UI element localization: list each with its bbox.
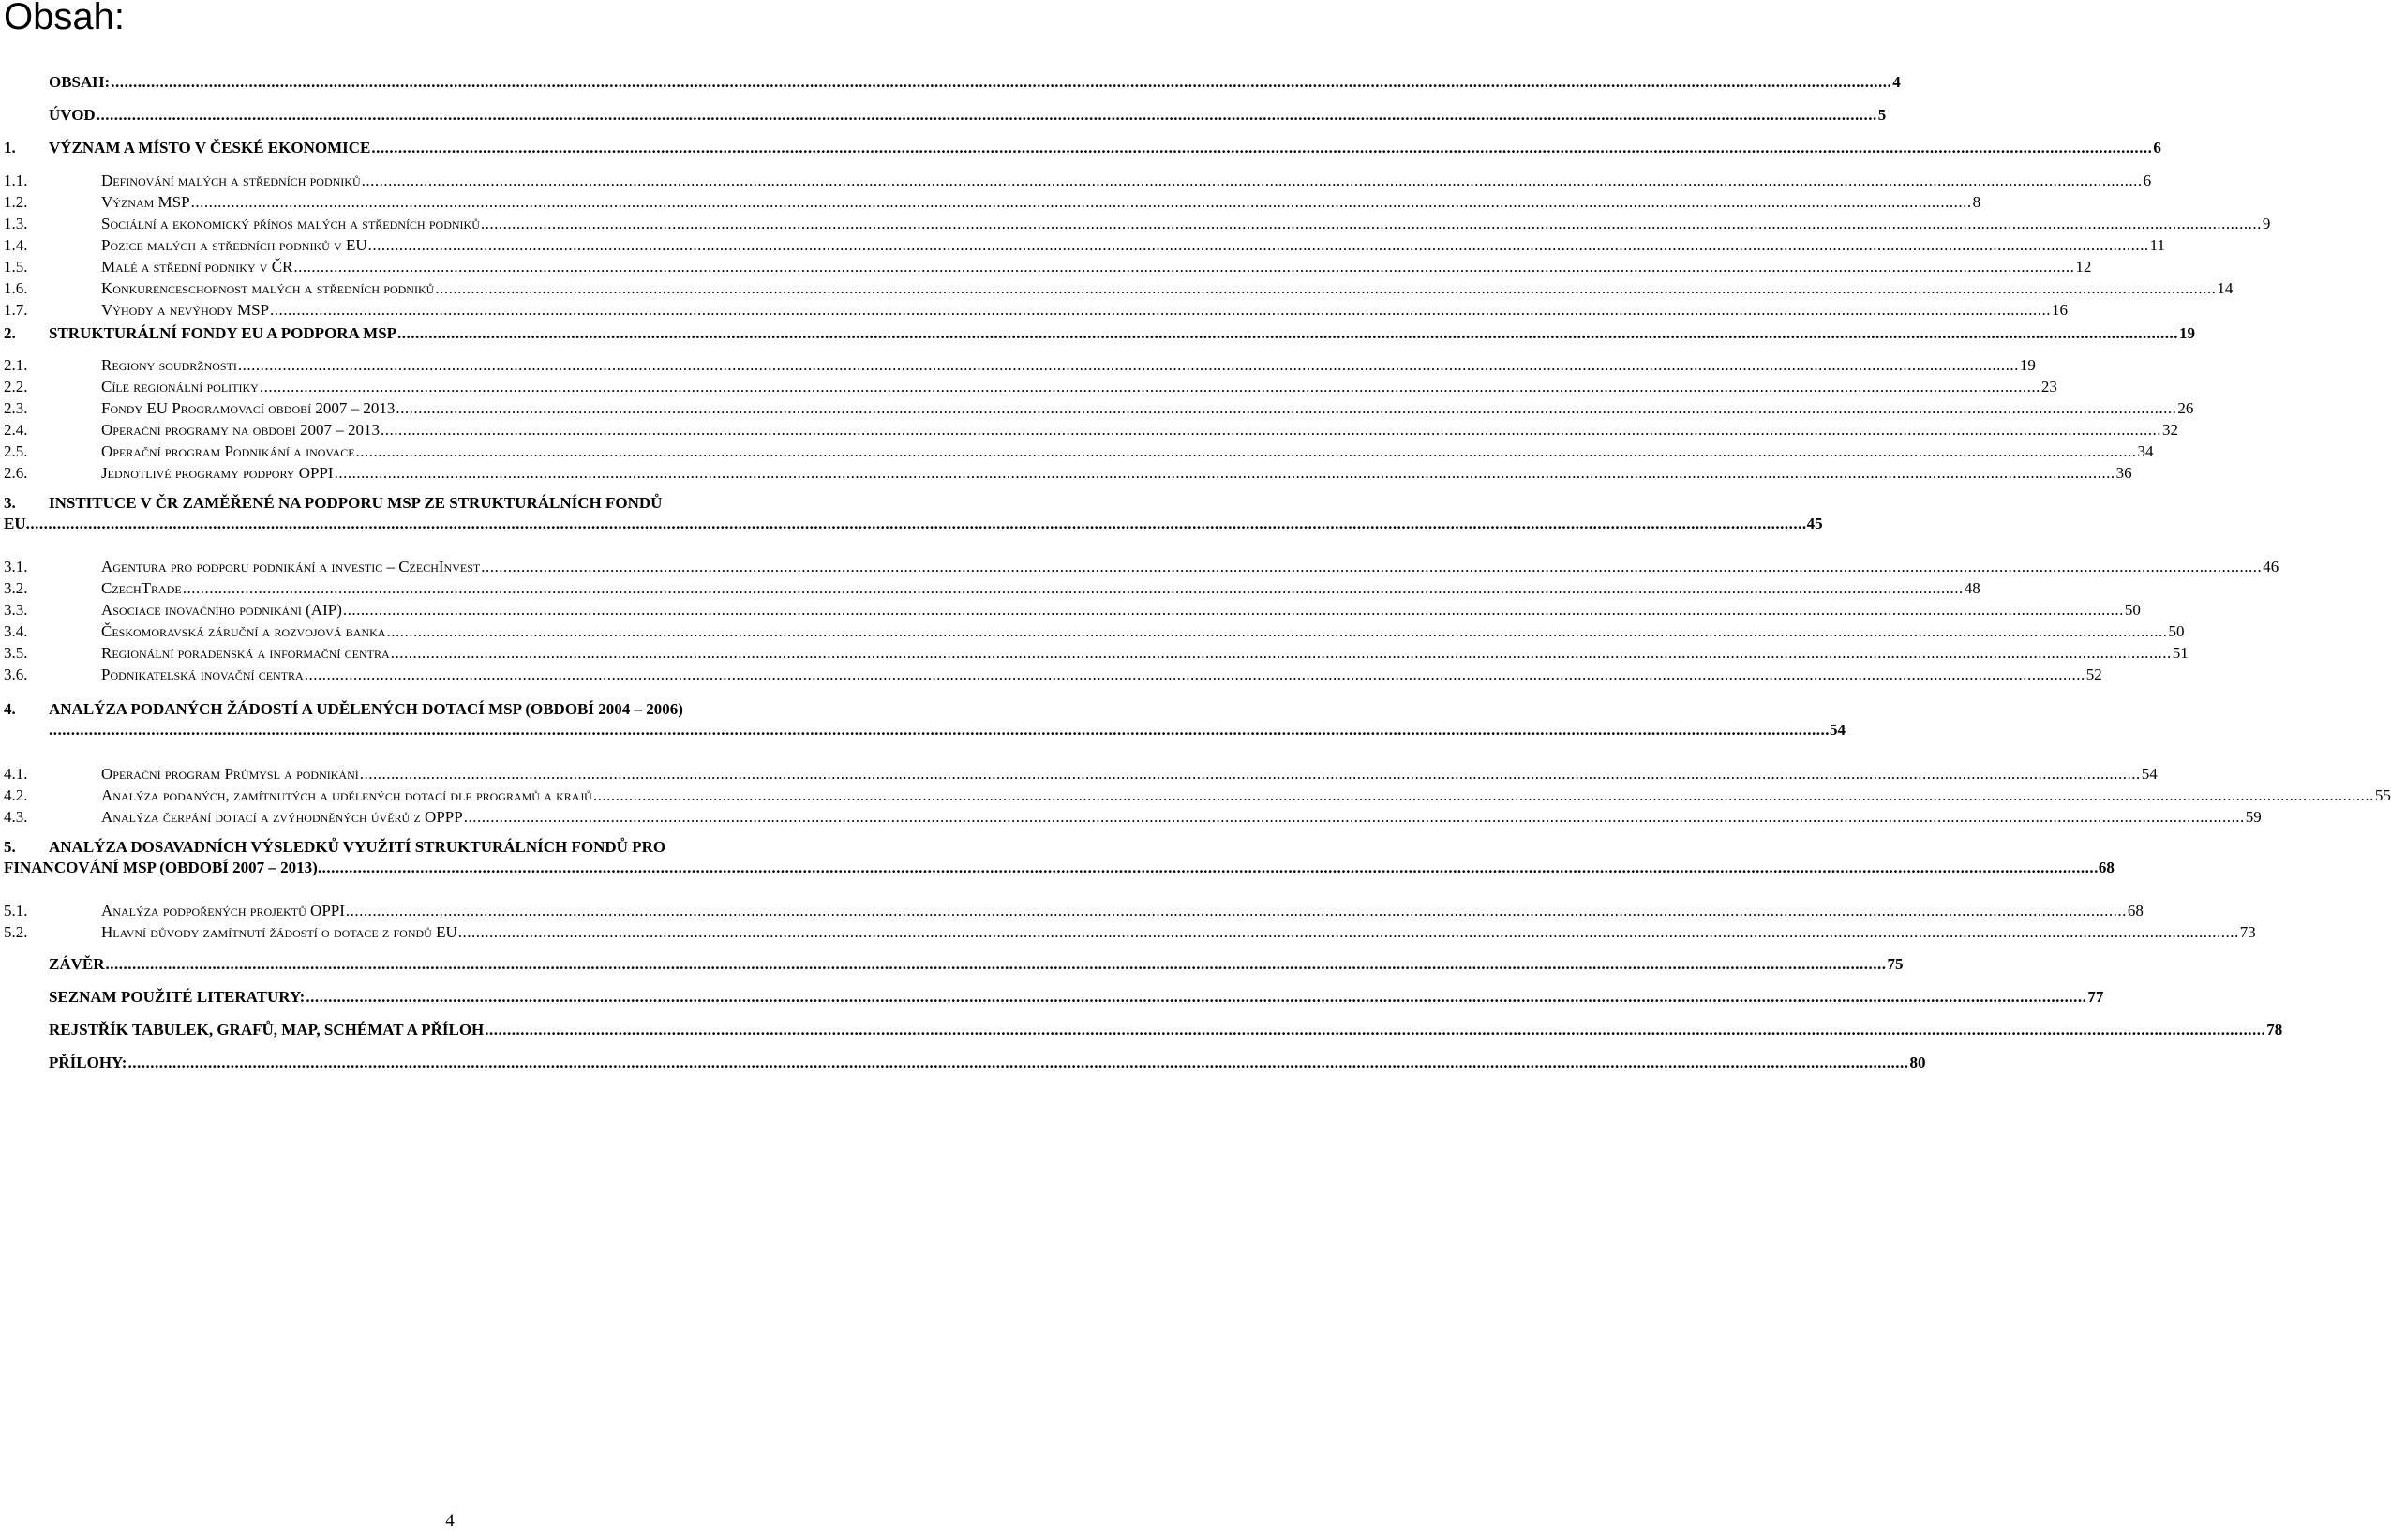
toc-entry-number: 1.6. xyxy=(4,279,28,297)
toc-dot-leader: ................................................................................................................................................................................................................................................................................................................................................................................................................ xyxy=(457,923,2239,941)
page-number: 4 xyxy=(445,1511,455,1531)
toc-entry-continuation xyxy=(4,858,2115,878)
toc-entry-page: 59 xyxy=(2245,808,2262,826)
toc-dot-leader: ................................................................................................................................................................................................................................................................................................................................................................................................................ xyxy=(25,515,1807,532)
toc-dot-leader: ................................................................................................................................................................................................................................................................................................................................................................................................................ xyxy=(355,442,2137,460)
toc-entry-page: 75 xyxy=(1887,955,1904,973)
toc-entry-number: 5. xyxy=(4,838,16,856)
toc-dot-leader: ................................................................................................................................................................................................................................................................................................................................................................................................................ xyxy=(334,464,2115,482)
toc-entry[interactable] xyxy=(4,319,2196,343)
toc-entry-page: 19 xyxy=(2019,356,2036,374)
toc-entry-page: 9 xyxy=(2262,215,2271,232)
toc-entry-page: 5 xyxy=(1877,106,1887,124)
toc-entry[interactable] xyxy=(4,660,2102,684)
toc-entry-page: 19 xyxy=(2179,324,2196,342)
toc-entry-title: OBSAH: xyxy=(49,73,111,91)
toc-entry-page: 54 xyxy=(1830,721,1846,739)
toc-entry-number: 4.3. xyxy=(4,808,28,826)
toc-entry-number: 1.5. xyxy=(4,258,28,276)
toc-entry-number: 1.3. xyxy=(4,215,28,232)
toc-entry-number: 3.5. xyxy=(4,644,28,662)
toc-entry-title: Malé a střední podniky v ČR xyxy=(101,258,293,276)
toc-entry-title: Operační programy na období 2007 – 2013 xyxy=(101,421,380,439)
toc-entry-number: 3.6. xyxy=(4,665,28,683)
toc-entry-page: 34 xyxy=(2137,442,2154,460)
toc-entry-continuation xyxy=(4,514,1823,534)
toc-entry-title: REJSTŘÍK TABULEK, GRAFŮ, MAP, SCHÉMAT A PŘÍLOH xyxy=(49,1021,485,1039)
toc-entry-page: 6 xyxy=(2143,172,2152,189)
toc-entry-number: 1.4. xyxy=(4,236,28,254)
toc-entry-number: 4. xyxy=(4,700,16,718)
toc-entry-page: 68 xyxy=(2127,902,2144,920)
toc-entry-number: 3.3. xyxy=(4,601,28,619)
toc-entry-number: 1.1. xyxy=(4,172,28,189)
toc-dot-leader: ................................................................................................................................................................................................................................................................................................................................................................................................................ xyxy=(127,1054,1909,1071)
toc-entry-continuation xyxy=(4,720,1846,740)
toc-entry-number: 1. xyxy=(4,139,16,157)
toc-entry[interactable] xyxy=(4,295,2069,320)
toc-entry-title: Sociální a ekonomický přínos malých a středních podniků xyxy=(101,215,480,232)
toc-entry-number: 4.1. xyxy=(4,765,28,783)
toc-dot-leader: ................................................................................................................................................................................................................................................................................................................................................................................................................ xyxy=(105,955,1887,973)
toc-entry[interactable] xyxy=(4,100,1887,125)
toc-entry-page: 48 xyxy=(1964,579,1980,597)
toc-dot-leader: ................................................................................................................................................................................................................................................................................................................................................................................................................ xyxy=(463,808,2245,826)
toc-entry-title-cont: FINANCOVÁNÍ MSP (OBDOBÍ 2007 – 2013) xyxy=(4,859,318,876)
toc-dot-leader: ................................................................................................................................................................................................................................................................................................................................................................................................................ xyxy=(397,324,2179,342)
toc-entry-title: Agentura pro podporu podnikání a investic – CzechInvest xyxy=(101,558,481,576)
toc-entry-number: 2.5. xyxy=(4,442,28,460)
toc-entry-page: 46 xyxy=(2263,558,2279,576)
toc-dot-leader: ................................................................................................................................................................................................................................................................................................................................................................................................................ xyxy=(237,356,2019,374)
toc-entry[interactable] xyxy=(4,458,2132,483)
toc-entry-number: 3. xyxy=(4,494,16,512)
toc-entry-number: 2.4. xyxy=(4,421,28,439)
toc-entry[interactable] xyxy=(4,493,1823,534)
toc-entry-title: ÚVOD xyxy=(49,106,96,124)
toc-dot-leader: ................................................................................................................................................................................................................................................................................................................................................................................................................ xyxy=(480,215,2262,232)
toc-entry[interactable] xyxy=(4,1015,2283,1039)
toc-entry[interactable] xyxy=(4,699,1846,740)
toc-entry-page: 52 xyxy=(2085,665,2102,683)
page-heading: Obsah: xyxy=(4,0,125,37)
toc-entry-title: Analýza podpořených projektů OPPI xyxy=(101,902,345,920)
toc-entry-number: 1.2. xyxy=(4,193,28,211)
toc-entry[interactable] xyxy=(4,982,2104,1007)
toc-entry-number: 2.1. xyxy=(4,356,28,374)
toc-entry-page: 51 xyxy=(2172,644,2189,662)
toc-entry-page: 26 xyxy=(2177,399,2194,417)
toc-entry[interactable] xyxy=(4,837,2115,878)
toc-entry-title: Konkurenceschopnost malých a středních podniků xyxy=(101,279,435,297)
toc-entry[interactable] xyxy=(4,949,1904,974)
toc-entry-page: 6 xyxy=(2153,139,2161,157)
toc-dot-leader: ................................................................................................................................................................................................................................................................................................................................................................................................................ xyxy=(190,193,1972,211)
toc-entry[interactable] xyxy=(4,1048,1926,1072)
toc-dot-leader: ................................................................................................................................................................................................................................................................................................................................................................................................................ xyxy=(304,665,2085,683)
toc-entry-page: 36 xyxy=(2115,464,2132,482)
toc-entry-number: 4.2. xyxy=(4,786,28,804)
toc-dot-leader: ................................................................................................................................................................................................................................................................................................................................................................................................................ xyxy=(481,558,2263,576)
toc-entry-page: 16 xyxy=(2052,301,2069,319)
toc-entry-number: 2.6. xyxy=(4,464,28,482)
toc-entry-page: 12 xyxy=(2075,258,2092,276)
toc-dot-leader: ................................................................................................................................................................................................................................................................................................................................................................................................................ xyxy=(359,765,2141,783)
toc-entry-title: STRUKTURÁLNÍ FONDY EU A PODPORA MSP xyxy=(49,324,397,342)
toc-entry-title-cont: EU xyxy=(4,515,26,532)
toc-entry-title: ANALÝZA DOSAVADNÍCH VÝSLEDKŮ VYUŽITÍ STRUKTURÁLNÍCH FONDŮ PRO xyxy=(49,838,666,856)
toc-entry-title-line xyxy=(4,837,870,858)
toc-dot-leader: ................................................................................................................................................................................................................................................................................................................................................................................................................ xyxy=(361,172,2143,189)
toc-entry-page: 14 xyxy=(2217,279,2234,297)
toc-entry-page: 78 xyxy=(2266,1021,2283,1039)
toc-dot-leader: ................................................................................................................................................................................................................................................................................................................................................................................................................ xyxy=(270,301,2052,319)
toc-dot-leader: ................................................................................................................................................................................................................................................................................................................................................................................................................ xyxy=(592,786,2374,804)
toc-entry-page: 54 xyxy=(2141,765,2158,783)
toc-dot-leader: ................................................................................................................................................................................................................................................................................................................................................................................................................ xyxy=(435,279,2217,297)
toc-dot-leader: ................................................................................................................................................................................................................................................................................................................................................................................................................ xyxy=(386,622,2168,640)
toc-dot-leader: ................................................................................................................................................................................................................................................................................................................................................................................................................ xyxy=(111,73,1892,91)
toc-entry-title-line xyxy=(4,699,870,720)
toc-entry-page: 45 xyxy=(1806,515,1823,532)
toc-entry-page: 50 xyxy=(2124,601,2141,619)
toc-entry-number: 2. xyxy=(4,324,16,342)
toc-entry-page: 77 xyxy=(2087,988,2104,1006)
toc-entry-title: Hlavní důvody zamítnutí žádostí o dotace z fondů EU xyxy=(101,923,457,941)
toc-entry-title: Cíle regionální politiky xyxy=(101,378,259,396)
toc-dot-leader: ................................................................................................................................................................................................................................................................................................................................................................................................................ xyxy=(96,106,1877,124)
toc-entry-title: INSTITUCE V ČR ZAMĚŘENÉ NA PODPORU MSP ZE STRUKTURÁLNÍCH FONDŮ xyxy=(49,494,663,512)
toc-dot-leader: ................................................................................................................................................................................................................................................................................................................................................................................................................ xyxy=(367,236,2149,254)
toc-entry-page: 73 xyxy=(2239,923,2256,941)
toc-entry[interactable] xyxy=(4,918,2256,942)
toc-dot-leader: ................................................................................................................................................................................................................................................................................................................................................................................................................ xyxy=(342,601,2124,619)
toc-entry-title: Analýza podaných, zamítnutých a udělených dotací dle programů a krajů xyxy=(101,786,592,804)
toc-entry-number: 1.7. xyxy=(4,301,28,319)
toc-entry-title: VÝZNAM A MÍSTO V ČESKÉ EKONOMICE xyxy=(49,139,371,157)
toc-entry-page: 55 xyxy=(2374,786,2391,804)
toc-entry-title: Regionální poradenská a informační centra xyxy=(101,644,390,662)
toc-entry-page: 4 xyxy=(1892,73,1901,91)
toc-entry-title: Operační program Podnikání a inovace xyxy=(101,442,355,460)
toc-entry-number: 3.2. xyxy=(4,579,28,597)
toc-dot-leader: ................................................................................................................................................................................................................................................................................................................................................................................................................ xyxy=(371,139,2153,157)
toc-entry-page: 50 xyxy=(2168,622,2185,640)
toc-entry-title: CzechTrade xyxy=(101,579,182,597)
toc-entry-title: SEZNAM POUŽITÉ LITERATURY: xyxy=(49,988,306,1006)
toc-entry-title: Podnikatelská inovační centra xyxy=(101,665,304,683)
toc-entry[interactable] xyxy=(4,133,2161,157)
toc-dot-leader: ................................................................................................................................................................................................................................................................................................................................................................................................................ xyxy=(317,859,2099,876)
toc-dot-leader: ................................................................................................................................................................................................................................................................................................................................................................................................................ xyxy=(306,988,2087,1006)
toc-entry-title-line xyxy=(4,493,870,514)
toc-entry-title: Fondy EU Programovací období 2007 – 2013 xyxy=(101,399,396,417)
toc-entry-title: Definování malých a středních podniků xyxy=(101,172,361,189)
toc-entry-number: 5.2. xyxy=(4,923,28,941)
toc-entry-page: 32 xyxy=(2161,421,2178,439)
toc-dot-leader: ................................................................................................................................................................................................................................................................................................................................................................................................................ xyxy=(293,258,2075,276)
toc-dot-leader: ................................................................................................................................................................................................................................................................................................................................................................................................................ xyxy=(380,421,2161,439)
toc-entry-title: Regiony soudržnosti xyxy=(101,356,237,374)
toc-entry-title: ANALÝZA PODANÝCH ŽÁDOSTÍ A UDĚLENÝCH DOTACÍ MSP (OBDOBÍ 2004 – 2006) xyxy=(49,700,683,718)
toc-entry-number: 3.1. xyxy=(4,558,28,576)
toc-entry-title: Analýza čerpání dotací a zvýhodněných úvěrů z OPPP xyxy=(101,808,463,826)
toc-entry-title: Význam MSP xyxy=(101,193,190,211)
toc-entry-page: 11 xyxy=(2149,236,2165,254)
toc-dot-leader: ................................................................................................................................................................................................................................................................................................................................................................................................................ xyxy=(390,644,2172,662)
toc-entry-title: ZÁVĚR xyxy=(49,955,105,973)
toc-dot-leader: ................................................................................................................................................................................................................................................................................................................................................................................................................ xyxy=(485,1021,2266,1039)
toc-entry-number: 3.4. xyxy=(4,622,28,640)
toc-entry-title: Českomoravská záruční a rozvojová banka xyxy=(101,622,386,640)
toc-entry-title: Pozice malých a středních podniků v EU xyxy=(101,236,367,254)
toc-entry[interactable] xyxy=(4,67,1901,92)
toc-entry-page: 80 xyxy=(1909,1054,1926,1071)
toc-entry-page: 23 xyxy=(2040,378,2057,396)
toc-dot-leader: ................................................................................................................................................................................................................................................................................................................................................................................................................ xyxy=(259,378,2040,396)
toc-entry-page: 68 xyxy=(2098,859,2115,876)
toc-entry-title: PŘÍLOHY: xyxy=(49,1054,127,1071)
toc-entry-title: Jednotlivé programy podpory OPPI xyxy=(101,464,334,482)
toc-entry-title: Operační program Průmysl a podnikání xyxy=(101,765,359,783)
toc-dot-leader: ................................................................................................................................................................................................................................................................................................................................................................................................................ xyxy=(396,399,2177,417)
toc-entry-title: Asociace inovačního podnikání (AIP) xyxy=(101,601,342,619)
toc-entry-number: 2.3. xyxy=(4,399,28,417)
toc-entry-page: 8 xyxy=(1972,193,1981,211)
toc-entry-number: 2.2. xyxy=(4,378,28,396)
toc-dot-leader: ................................................................................................................................................................................................................................................................................................................................................................................................................ xyxy=(182,579,1964,597)
toc-entry-number: 5.1. xyxy=(4,902,28,920)
toc-entry-title: Výhody a nevýhody MSP xyxy=(101,301,270,319)
toc-dot-leader: ................................................................................................................................................................................................................................................................................................................................................................................................................ xyxy=(345,902,2127,920)
toc-entry[interactable] xyxy=(4,802,2262,827)
toc-dot-leader: ................................................................................................................................................................................................................................................................................................................................................................................................................ xyxy=(49,721,1830,739)
